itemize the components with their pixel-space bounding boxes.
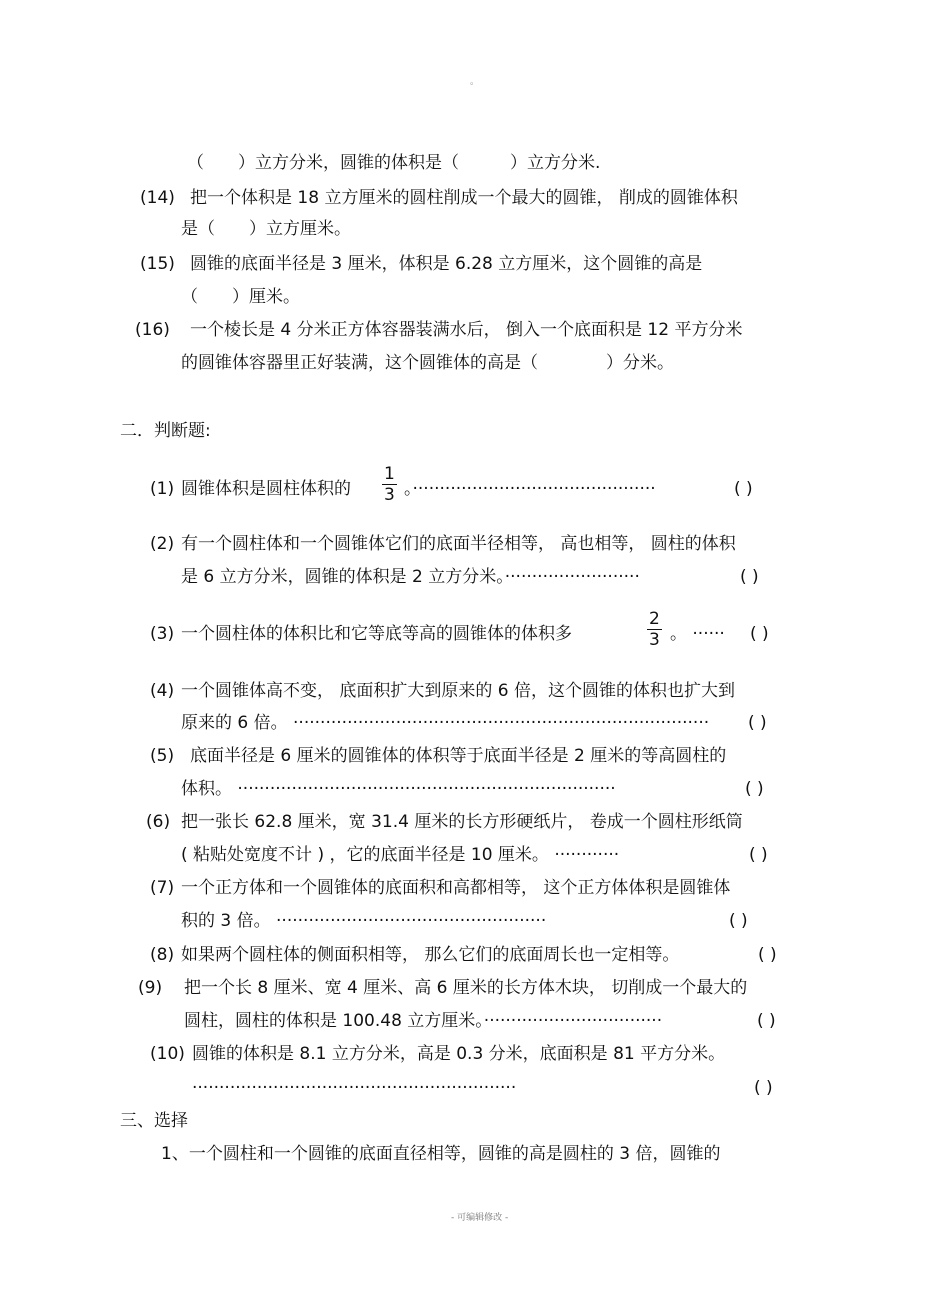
fraction-two-thirds — [647, 609, 662, 650]
tf-2-answer-paren[interactable]: ( ) — [740, 567, 759, 587]
tf-6-line2: ( 粘贴处宽度不计 ) ，它的底面半径是 10 厘米。 ············ — [181, 845, 620, 865]
tf-1-text: 圆锥体积是圆柱体积的 — [181, 479, 351, 499]
tf-1-answer-paren[interactable]: ( ) — [734, 479, 753, 499]
fraction-numerator: 2 — [649, 609, 660, 629]
tf-5-answer-paren[interactable]: ( ) — [745, 779, 764, 799]
tf-4-line1: 一个圆锥体高不变， 底面积扩大到原来的 6 倍，这个圆锥的体积也扩大到 — [181, 681, 736, 701]
tf-2-number: (2) — [150, 534, 175, 554]
tf-3-text: 一个圆柱体的体积比和它等底等高的圆锥体的体积多 — [181, 624, 572, 644]
tf-2-line1: 有一个圆柱体和一个圆锥体它们的底面半径相等， 高也相等， 圆柱的体积 — [181, 534, 736, 554]
section3-title: 三、选择 — [120, 1111, 188, 1131]
tf-7-number: (7) — [150, 878, 175, 898]
item-15-line2: （ ）厘米。 — [181, 287, 300, 307]
tf-8-answer-paren[interactable]: ( ) — [758, 945, 777, 965]
fraction-one-third — [382, 464, 397, 505]
tf-3-dots: 。 ······ — [670, 624, 725, 644]
tf-2-line2: 是 6 立方分米，圆锥的体积是 2 立方分米。························· — [181, 567, 640, 587]
tf-5-line1: 底面半径是 6 厘米的圆锥体的体积等于底面半径是 2 厘米的等高圆柱的 — [190, 746, 727, 766]
tf-5-number: (5) — [150, 746, 175, 766]
item-16-line2: 的圆锥体容器里正好装满，这个圆锥体的高是（ ）分米。 — [181, 353, 674, 373]
tf-4-line2: 原来的 6 倍。 ············································································· — [181, 713, 710, 733]
tf-10-answer-paren[interactable]: ( ) — [754, 1078, 773, 1098]
tf-6-line1: 把一张长 62.8 厘米，宽 31.4 厘米的长方形硬纸片， 卷成一个圆柱形纸筒 — [181, 812, 743, 832]
tf-1-number: (1) — [150, 479, 175, 499]
tf-7-answer-paren[interactable]: ( ) — [729, 911, 748, 931]
section2-title: 二．判断题: — [120, 421, 211, 441]
tf-3-number: (3) — [150, 624, 175, 644]
choice-1-text: 1、一个圆柱和一个圆锥的底面直径相等，圆锥的高是圆柱的 3 倍，圆锥的 — [161, 1144, 721, 1164]
header-mark: 。 — [470, 77, 480, 87]
item-13-tail: （ ）立方分米，圆锥的体积是（ ）立方分米. — [187, 153, 601, 173]
tf-9-line2: 圆柱，圆柱的体积是 100.48 立方厘米。································· — [184, 1011, 663, 1031]
tf-6-answer-paren[interactable]: ( ) — [749, 845, 768, 865]
tf-10-line1: 圆锥的体积是 8.1 立方分米，高是 0.3 分米，底面积是 81 平方分米。 — [192, 1044, 726, 1064]
tf-7-line1: 一个正方体和一个圆锥体的底面积和高都相等， 这个正方体体积是圆锥体 — [181, 878, 731, 898]
tf-8-line1: 如果两个圆柱体的侧面积相等， 那么它们的底面周长也一定相等。 — [181, 945, 680, 965]
fraction-denominator: 3 — [649, 630, 660, 650]
tf-5-line2: 体积。 ······································································ — [181, 779, 616, 799]
item-16-line1: 一个棱长是 4 分米正方体容器装满水后， 倒入一个底面积是 12 平方分米 — [190, 320, 743, 340]
item-15-number: (15) — [140, 254, 175, 274]
tf-10-line2: ···························································· — [192, 1078, 517, 1098]
item-16-number: (16) — [135, 320, 170, 340]
tf-4-answer-paren[interactable]: ( ) — [748, 713, 767, 733]
tf-10-number: (10) — [150, 1044, 185, 1064]
item-14-line1: 把一个体积是 18 立方厘米的圆柱削成一个最大的圆锥， 削成的圆锥体积 — [190, 188, 738, 208]
tf-1-dots: 。············································· — [404, 479, 656, 499]
tf-8-number: (8) — [150, 945, 175, 965]
tf-4-number: (4) — [150, 681, 175, 701]
fraction-numerator: 1 — [384, 464, 395, 484]
tf-6-number: (6) — [146, 812, 171, 832]
item-14-number: (14) — [140, 188, 175, 208]
tf-7-line2: 积的 3 倍。 ·················································· — [181, 911, 547, 931]
tf-3-answer-paren[interactable]: ( ) — [750, 624, 769, 644]
fraction-denominator: 3 — [384, 485, 395, 505]
item-14-line2: 是（ ）立方厘米。 — [181, 219, 351, 239]
item-15-line1: 圆锥的底面半径是 3 厘米，体积是 6.28 立方厘米，这个圆锥的高是 — [190, 254, 703, 274]
tf-9-number: (9) — [138, 978, 163, 998]
tf-9-answer-paren[interactable]: ( ) — [757, 1011, 776, 1031]
footer-text: - 可编辑修改 - — [451, 1213, 509, 1223]
tf-9-line1: 把一个长 8 厘米、宽 4 厘米、高 6 厘米的长方体木块， 切削成一个最大的 — [184, 978, 748, 998]
